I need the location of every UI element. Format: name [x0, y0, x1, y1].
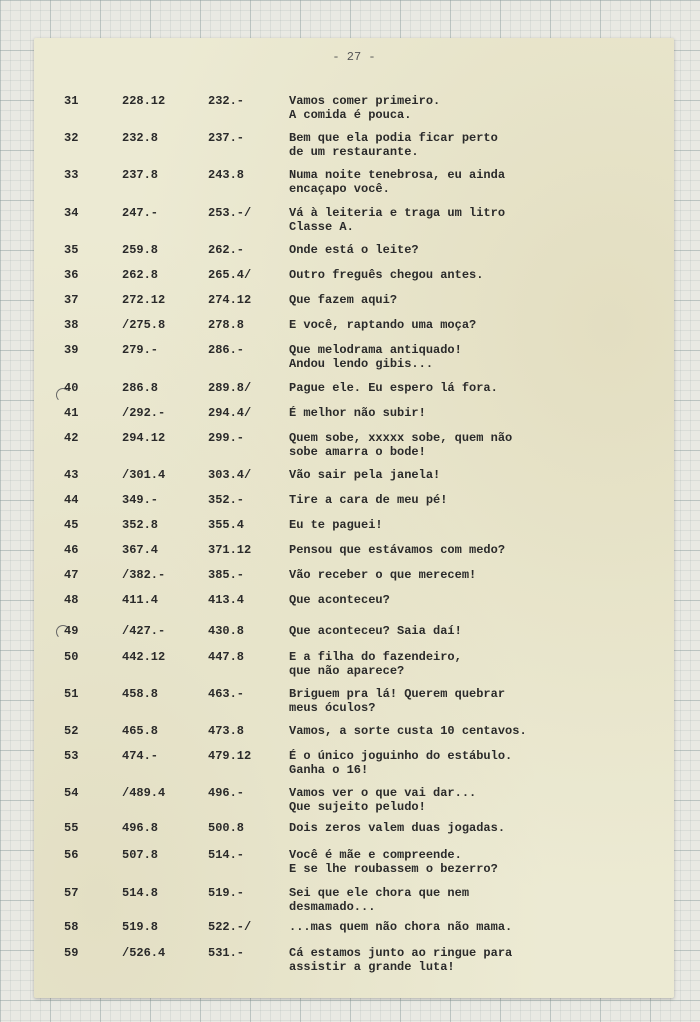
subtitle-line: Ganha o 16!: [289, 763, 369, 777]
subtitle-text: [289, 886, 469, 914]
timecode-out: 274.12: [208, 293, 252, 307]
timecode-out: 289.8/: [208, 381, 252, 395]
subtitle-number: 47: [64, 568, 79, 582]
subtitle-row: [34, 168, 674, 202]
timecode-out: 286.-: [208, 343, 245, 357]
timecode-out: 385.-: [208, 568, 245, 582]
page-number: - 27 -: [332, 50, 376, 64]
subtitle-text: [289, 593, 390, 607]
timecode-out: 413.4: [208, 593, 245, 607]
subtitle-line: Tire a cara de meu pé!: [289, 493, 448, 507]
subtitle-number: 32: [64, 131, 79, 145]
timecode-in: 272.12: [122, 293, 166, 307]
subtitle-number: 34: [64, 206, 79, 220]
subtitle-text: [289, 624, 462, 638]
subtitle-row: [34, 94, 674, 128]
timecode-out: 473.8: [208, 724, 245, 738]
subtitle-text: [289, 431, 512, 459]
subtitle-line: ...mas quem não chora não mama.: [289, 920, 513, 934]
timecode-in: 228.12: [122, 94, 166, 108]
timecode-out: 243.8: [208, 168, 245, 182]
subtitle-number: 31: [64, 94, 79, 108]
timecode-in: 259.8: [122, 243, 159, 257]
subtitle-number: 43: [64, 468, 79, 482]
subtitle-text: [289, 724, 527, 738]
subtitle-text: [289, 848, 498, 876]
subtitle-number: 59: [64, 946, 79, 960]
timecode-in: 279.-: [122, 343, 159, 357]
subtitle-text: [289, 243, 419, 257]
subtitle-text: [289, 518, 383, 532]
subtitle-text: [289, 468, 440, 482]
subtitle-line: Classe A.: [289, 220, 354, 234]
subtitle-number: 41: [64, 406, 79, 420]
timecode-in: 507.8: [122, 848, 159, 862]
subtitle-text: [289, 650, 462, 678]
subtitle-line: Que sujeito peludo!: [289, 800, 426, 814]
timecode-out: 463.-: [208, 687, 245, 701]
timecode-out: 253.-/: [208, 206, 252, 220]
subtitle-number: 51: [64, 687, 79, 701]
subtitle-line: Numa noite tenebrosa, eu ainda: [289, 168, 506, 182]
subtitle-line: E a filha do fazendeiro,: [289, 650, 462, 664]
subtitle-text: [289, 168, 505, 196]
timecode-in: 465.8: [122, 724, 159, 738]
subtitle-line: meus óculos?: [289, 701, 376, 715]
subtitle-line: assistir a grande luta!: [289, 960, 455, 974]
subtitle-row: [34, 886, 674, 920]
subtitle-line: É o único joguinho do estábulo.: [289, 749, 513, 763]
timecode-in: 352.8: [122, 518, 159, 532]
subtitle-number: 56: [64, 848, 79, 862]
timecode-out: 531.-: [208, 946, 245, 960]
timecode-in: 294.12: [122, 431, 166, 445]
timecode-in: 286.8: [122, 381, 159, 395]
subtitle-line: Que aconteceu?: [289, 593, 390, 607]
subtitle-text: [289, 568, 476, 582]
subtitle-text: [289, 381, 498, 395]
timecode-out: 371.12: [208, 543, 252, 557]
subtitle-text: [289, 293, 397, 307]
subtitle-line: encaçapo você.: [289, 182, 390, 196]
subtitle-line: sobe amarra o bode!: [289, 445, 426, 459]
timecode-in: 519.8: [122, 920, 159, 934]
subtitle-number: 36: [64, 268, 79, 282]
subtitle-line: Vamos ver o que vai dar...: [289, 786, 477, 800]
subtitle-line: Vão sair pela janela!: [289, 468, 441, 482]
timecode-out: 355.4: [208, 518, 245, 532]
subtitle-line: Que aconteceu? Saia daí!: [289, 624, 462, 638]
subtitle-text: [289, 493, 447, 507]
subtitle-number: 35: [64, 243, 79, 257]
timecode-out: 232.-: [208, 94, 245, 108]
subtitle-row: [34, 650, 674, 684]
subtitle-line: Onde está o leite?: [289, 243, 419, 257]
subtitle-number: 50: [64, 650, 79, 664]
subtitle-row: [34, 848, 674, 882]
subtitle-line: Que fazem aqui?: [289, 293, 398, 307]
subtitle-line: E se lhe roubassem o bezerro?: [289, 862, 498, 876]
timecode-in: /526.4: [122, 946, 166, 960]
subtitle-line: Vamos comer primeiro.: [289, 94, 441, 108]
subtitle-text: [289, 749, 512, 777]
subtitle-line: Dois zeros valem duas jogadas.: [289, 821, 506, 835]
subtitle-number: 46: [64, 543, 79, 557]
subtitle-text: [289, 206, 505, 234]
timecode-in: /427.-: [122, 624, 166, 638]
subtitle-line: Que melodrama antiquado!: [289, 343, 462, 357]
timecode-out: 514.-: [208, 848, 245, 862]
subtitle-text: [289, 821, 505, 835]
timecode-out: 278.8: [208, 318, 245, 332]
subtitle-text: [289, 946, 512, 974]
subtitle-number: 57: [64, 886, 79, 900]
subtitle-text: [289, 786, 476, 814]
subtitle-number: 55: [64, 821, 79, 835]
subtitle-text: [289, 94, 440, 122]
subtitle-line: que não aparece?: [289, 664, 405, 678]
timecode-in: 232.8: [122, 131, 159, 145]
subtitle-row: [34, 131, 674, 165]
timecode-in: /301.4: [122, 468, 166, 482]
timecode-in: /382.-: [122, 568, 166, 582]
timecode-out: 522.-/: [208, 920, 252, 934]
subtitle-row: [34, 749, 674, 783]
timecode-out: 352.-: [208, 493, 245, 507]
subtitle-number: 54: [64, 786, 79, 800]
timecode-out: 500.8: [208, 821, 245, 835]
timecode-out: 447.8: [208, 650, 245, 664]
subtitle-row: [34, 786, 674, 820]
subtitle-number: 44: [64, 493, 79, 507]
subtitle-text: [289, 131, 498, 159]
subtitle-number: 58: [64, 920, 79, 934]
subtitle-number: 40: [64, 381, 79, 395]
timecode-out: 237.-: [208, 131, 245, 145]
subtitle-line: Sei que ele chora que nem: [289, 886, 470, 900]
subtitle-line: Quem sobe, xxxxx sobe, quem não: [289, 431, 513, 445]
subtitle-number: 45: [64, 518, 79, 532]
subtitle-line: Você é mãe e compreende.: [289, 848, 462, 862]
document-sheet: [34, 38, 674, 998]
timecode-in: 349.-: [122, 493, 159, 507]
subtitle-row: [34, 593, 674, 627]
timecode-out: 479.12: [208, 749, 252, 763]
subtitle-line: Andou lendo gibis...: [289, 357, 434, 371]
subtitle-line: E você, raptando uma moça?: [289, 318, 477, 332]
subtitle-line: É melhor não subir!: [289, 406, 426, 420]
subtitle-number: 53: [64, 749, 79, 763]
timecode-out: 265.4/: [208, 268, 252, 282]
timecode-out: 430.8: [208, 624, 245, 638]
subtitle-row: [34, 431, 674, 465]
subtitle-line: Eu te paguei!: [289, 518, 383, 532]
subtitle-line: Pensou que estávamos com medo?: [289, 543, 506, 557]
timecode-out: 294.4/: [208, 406, 252, 420]
subtitle-row: [34, 343, 674, 377]
subtitle-line: Bem que ela podia ficar perto: [289, 131, 498, 145]
subtitle-line: Vão receber o que merecem!: [289, 568, 477, 582]
timecode-in: 367.4: [122, 543, 159, 557]
subtitle-line: Outro freguês chegou antes.: [289, 268, 484, 282]
timecode-out: 519.-: [208, 886, 245, 900]
subtitle-line: de um restaurante.: [289, 145, 419, 159]
timecode-out: 303.4/: [208, 468, 252, 482]
timecode-in: 411.4: [122, 593, 159, 607]
subtitle-row: [34, 946, 674, 980]
subtitle-line: Briguem pra lá! Querem quebrar: [289, 687, 506, 701]
subtitle-text: [289, 318, 476, 332]
subtitle-text: [289, 343, 462, 371]
timecode-in: 514.8: [122, 886, 159, 900]
timecode-in: 474.-: [122, 749, 159, 763]
subtitle-number: 33: [64, 168, 79, 182]
subtitle-text: [289, 543, 505, 557]
subtitle-line: desmamado...: [289, 900, 376, 914]
subtitle-number: 49: [64, 624, 79, 638]
subtitle-number: 38: [64, 318, 79, 332]
timecode-out: 262.-: [208, 243, 245, 257]
subtitle-number: 37: [64, 293, 79, 307]
subtitle-text: [289, 406, 426, 420]
subtitle-text: [289, 920, 512, 934]
subtitle-line: A comida é pouca.: [289, 108, 412, 122]
timecode-out: 496.-: [208, 786, 245, 800]
subtitle-text: [289, 687, 505, 715]
timecode-in: 262.8: [122, 268, 159, 282]
timecode-in: 442.12: [122, 650, 166, 664]
subtitle-row: [34, 206, 674, 240]
timecode-in: 237.8: [122, 168, 159, 182]
subtitle-line: Vamos, a sorte custa 10 centavos.: [289, 724, 527, 738]
timecode-in: 458.8: [122, 687, 159, 701]
subtitle-line: Cá estamos junto ao ringue para: [289, 946, 513, 960]
subtitle-number: 42: [64, 431, 79, 445]
timecode-in: /292.-: [122, 406, 166, 420]
subtitle-line: Pague ele. Eu espero lá fora.: [289, 381, 498, 395]
subtitle-number: 48: [64, 593, 79, 607]
subtitle-row: [34, 687, 674, 721]
timecode-out: 299.-: [208, 431, 245, 445]
timecode-in: 496.8: [122, 821, 159, 835]
subtitle-text: [289, 268, 483, 282]
timecode-in: 247.-: [122, 206, 159, 220]
subtitle-number: 39: [64, 343, 79, 357]
timecode-in: /275.8: [122, 318, 166, 332]
subtitle-number: 52: [64, 724, 79, 738]
timecode-in: /489.4: [122, 786, 166, 800]
subtitle-line: Vá à leiteria e traga um litro: [289, 206, 506, 220]
